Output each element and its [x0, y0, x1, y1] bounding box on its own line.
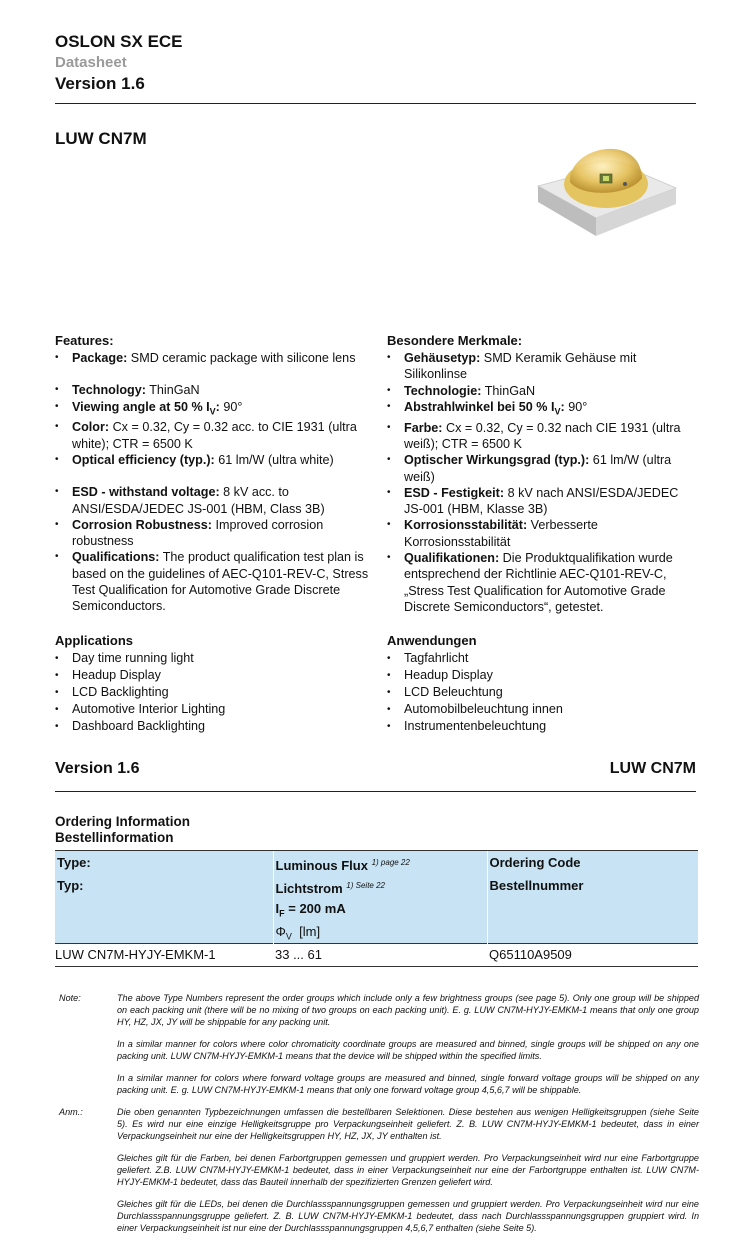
- product-name: OSLON SX ECE: [55, 32, 183, 51]
- version-label: Version 1.6: [55, 74, 145, 93]
- cell-flux: 33 ... 61: [273, 944, 487, 967]
- application-item: • LCD Beleuchtung: [387, 684, 705, 701]
- ordering-table: [55, 850, 698, 967]
- col-flux-en: Luminous Flux $^{1) page 22}$: [275, 858, 410, 873]
- note-paragraph: Gleiches gilt für die Farben, bei denen Farbortgruppen gemessen und gruppiert werden. Pro Verpackungseinheit wird nur eine Farbortgruppe geliefert. Z.B. LUW CN7M-HYJY-EMKM-1 bedeutet, dass in einer Verpackungseinheit nur eine der Farbortgruppe enthalten ist. LUW CN7M-HYJY-EMKM-1 bedeutet, dass das Bauteil innerhalb der spezifizierten Grenzen geliefert wird.: [117, 1153, 699, 1187]
- col-code-de: Bestellnummer: [489, 878, 584, 893]
- ordering-table-header: [55, 851, 698, 944]
- feature-item: • Technology: ThinGaN: [55, 382, 373, 398]
- notes-section: [59, 992, 699, 1244]
- application-item: • Headup Display: [387, 667, 705, 684]
- feature-item: • ESD - withstand voltage: 8 kV acc. to ANSI/ESDA/JEDEC JS-001 (HBM, Class 3B): [55, 484, 373, 517]
- note-paragraph: The above Type Numbers represent the order groups which include only a few brightness groups (see page 5). Only one group will be shipped on each packing unit (there will be no mixing of two groups on each packing unit). E. g. LUW CN7M-HYJY-EMKM-1 means that only one group HY, HZ, JX, JY will be shippable for any packing unit.: [117, 993, 699, 1027]
- features-en: [55, 333, 373, 615]
- feature-item: • Corrosion Robustness: Improved corrosion robustness: [55, 517, 373, 550]
- note-paragraph: Gleiches gilt für die LEDs, bei denen die Durchlassspannungsgruppen gemessen und gruppiert werden. Pro Verpackungseinheit wird nur eine Durchlassspannungsgruppe geliefert. Z. B. LUW CN7M-HYJY-EMKM-1 bedeutet, dass nach Durchlassspannungsgruppen gruppiert wird. In einer Verpackungseinheit ist nur eine der Durchlassspannungsgruppen 4,5,6,7 enthalten (siehe Seite 5).: [117, 1199, 699, 1233]
- feature-item: • Qualifications: The product qualification test plan is based on the guidelines of AEC-Q101-REV-C, Stress Test Qualification for Automotive Grade Discrete Semiconductors.: [55, 549, 373, 614]
- feature-item: • Abstrahlwinkel bei 50 % $I_V$: 90°: [387, 399, 697, 420]
- feature-item: • Optical efficiency (typ.): 61 lm/W (ultra white): [55, 452, 373, 468]
- feature-item: • Viewing angle at 50 % $I_V$: 90°: [55, 399, 373, 420]
- note-en: [59, 992, 699, 1106]
- note-paragraph: Die oben genannten Typbezeichnungen umfassen die bestellbaren Selektionen. Diese bestehen aus wenigen Helligkeitsgruppen (siehe Seite 5). Es wird nur eine einzige Helligkeitsgruppe pro Verpackungseinheit geliefert. Z. B. LUW CN7M-HYJY-EMKM-1 bedeutet, dass in einer Verpackungseinheit nur eine der Helligkeitsgruppen HY, HZ, JX, JY enthalten ist.: [117, 1107, 699, 1141]
- col-flux-de: Lichtstrom $^{1) Seite 22}$: [275, 881, 385, 896]
- features-en-title: Features:: [55, 333, 114, 348]
- application-item: • Headup Display: [55, 667, 373, 684]
- application-item: • Tagfahrlicht: [387, 650, 705, 667]
- note-label: Note:: [59, 993, 81, 1003]
- col-code-en: Ordering Code: [489, 855, 581, 870]
- header-divider: [55, 103, 696, 104]
- col-flux-condition: $I_F = 200$ mA: [275, 901, 346, 919]
- cell-code: Q65110A9509: [487, 944, 698, 967]
- cell-type: LUW CN7M-HYJY-EMKM-1: [55, 944, 273, 967]
- feature-item: • Korrosionsstabilität: Verbesserte Korrosionsstabilität: [387, 517, 697, 550]
- table-row: [55, 944, 698, 967]
- feature-item: • Gehäusetyp: SMD Keramik Gehäuse mit Silikonlinse: [387, 350, 697, 383]
- feature-item: • Technologie: ThinGaN: [387, 383, 697, 399]
- application-item: • Automotive Interior Lighting: [55, 701, 373, 718]
- footer-version: Version 1.6: [55, 760, 140, 777]
- application-item: • Dashboard Backlighting: [55, 718, 373, 735]
- application-item: • Automobilbeleuchtung innen: [387, 701, 705, 718]
- feature-item: • ESD - Festigkeit: 8 kV nach ANSI/ESDA/JEDEC JS-001 (HBM, Klasse 3B): [387, 485, 697, 518]
- note-de: [59, 1106, 699, 1244]
- feature-item: • Color: Cx = 0.32, Cy = 0.32 acc. to CIE 1931 (ultra white); CTR = 6500 K: [55, 419, 373, 452]
- col-flux-unit: $\Phi_V$ [lm]: [275, 924, 321, 942]
- note-paragraph: In a similar manner for colors where forward voltage groups are measured and binned, single forward voltage groups will be shipped on any packing unit. E. g. LUW CN7M-HYJY-EMKM-1 means that only one forward voltage group 4,5,6,7 will be shippable.: [117, 1073, 699, 1095]
- footer-part-number: LUW CN7M: [609, 760, 696, 777]
- applications-en: [55, 633, 373, 735]
- led-product-image: [530, 126, 680, 246]
- applications-de: [387, 633, 705, 735]
- features-de: [387, 333, 697, 615]
- footer-divider: [55, 791, 696, 792]
- feature-item: • Optischer Wirkungsgrad (typ.): 61 lm/W (ultra weiß): [387, 452, 697, 485]
- application-item: • Instrumentenbeleuchtung: [387, 718, 705, 735]
- applications-de-title: Anwendungen: [387, 633, 477, 648]
- application-item: • Day time running light: [55, 650, 373, 667]
- application-item: • LCD Backlighting: [55, 684, 373, 701]
- document-type: Datasheet: [55, 54, 127, 71]
- feature-item: • Qualifikationen: Die Produktqualifikation wurde entsprechend der Richtlinie AEC-Q101-REV-C, „Stress Test Qualification for Automotive Grade Discrete Semiconductors“, getestet.: [387, 550, 697, 615]
- col-type-de: Typ:: [57, 878, 84, 893]
- feature-item: • Farbe: Cx = 0.32, Cy = 0.32 nach CIE 1931 (ultra weiß); CTR = 6500 K: [387, 420, 697, 453]
- applications-en-title: Applications: [55, 633, 134, 648]
- part-number-title: LUW CN7M: [55, 129, 147, 148]
- note-paragraph: In a similar manner for colors where color chromaticity coordinate groups are measured and binned, single groups will be shipped on any one packing unit. LUW CN7M-HYJY-EMKM-1 means that the device will be shipped within the specified limits.: [117, 1039, 699, 1061]
- ordering-title: Ordering Information Bestellinformation: [55, 814, 190, 845]
- feature-item: • Package: SMD ceramic package with silicone lens: [55, 350, 373, 366]
- anm-label: Anm.:: [59, 1107, 83, 1117]
- col-type-en: Type:: [57, 855, 91, 870]
- features-de-title: Besondere Merkmale:: [387, 333, 523, 348]
